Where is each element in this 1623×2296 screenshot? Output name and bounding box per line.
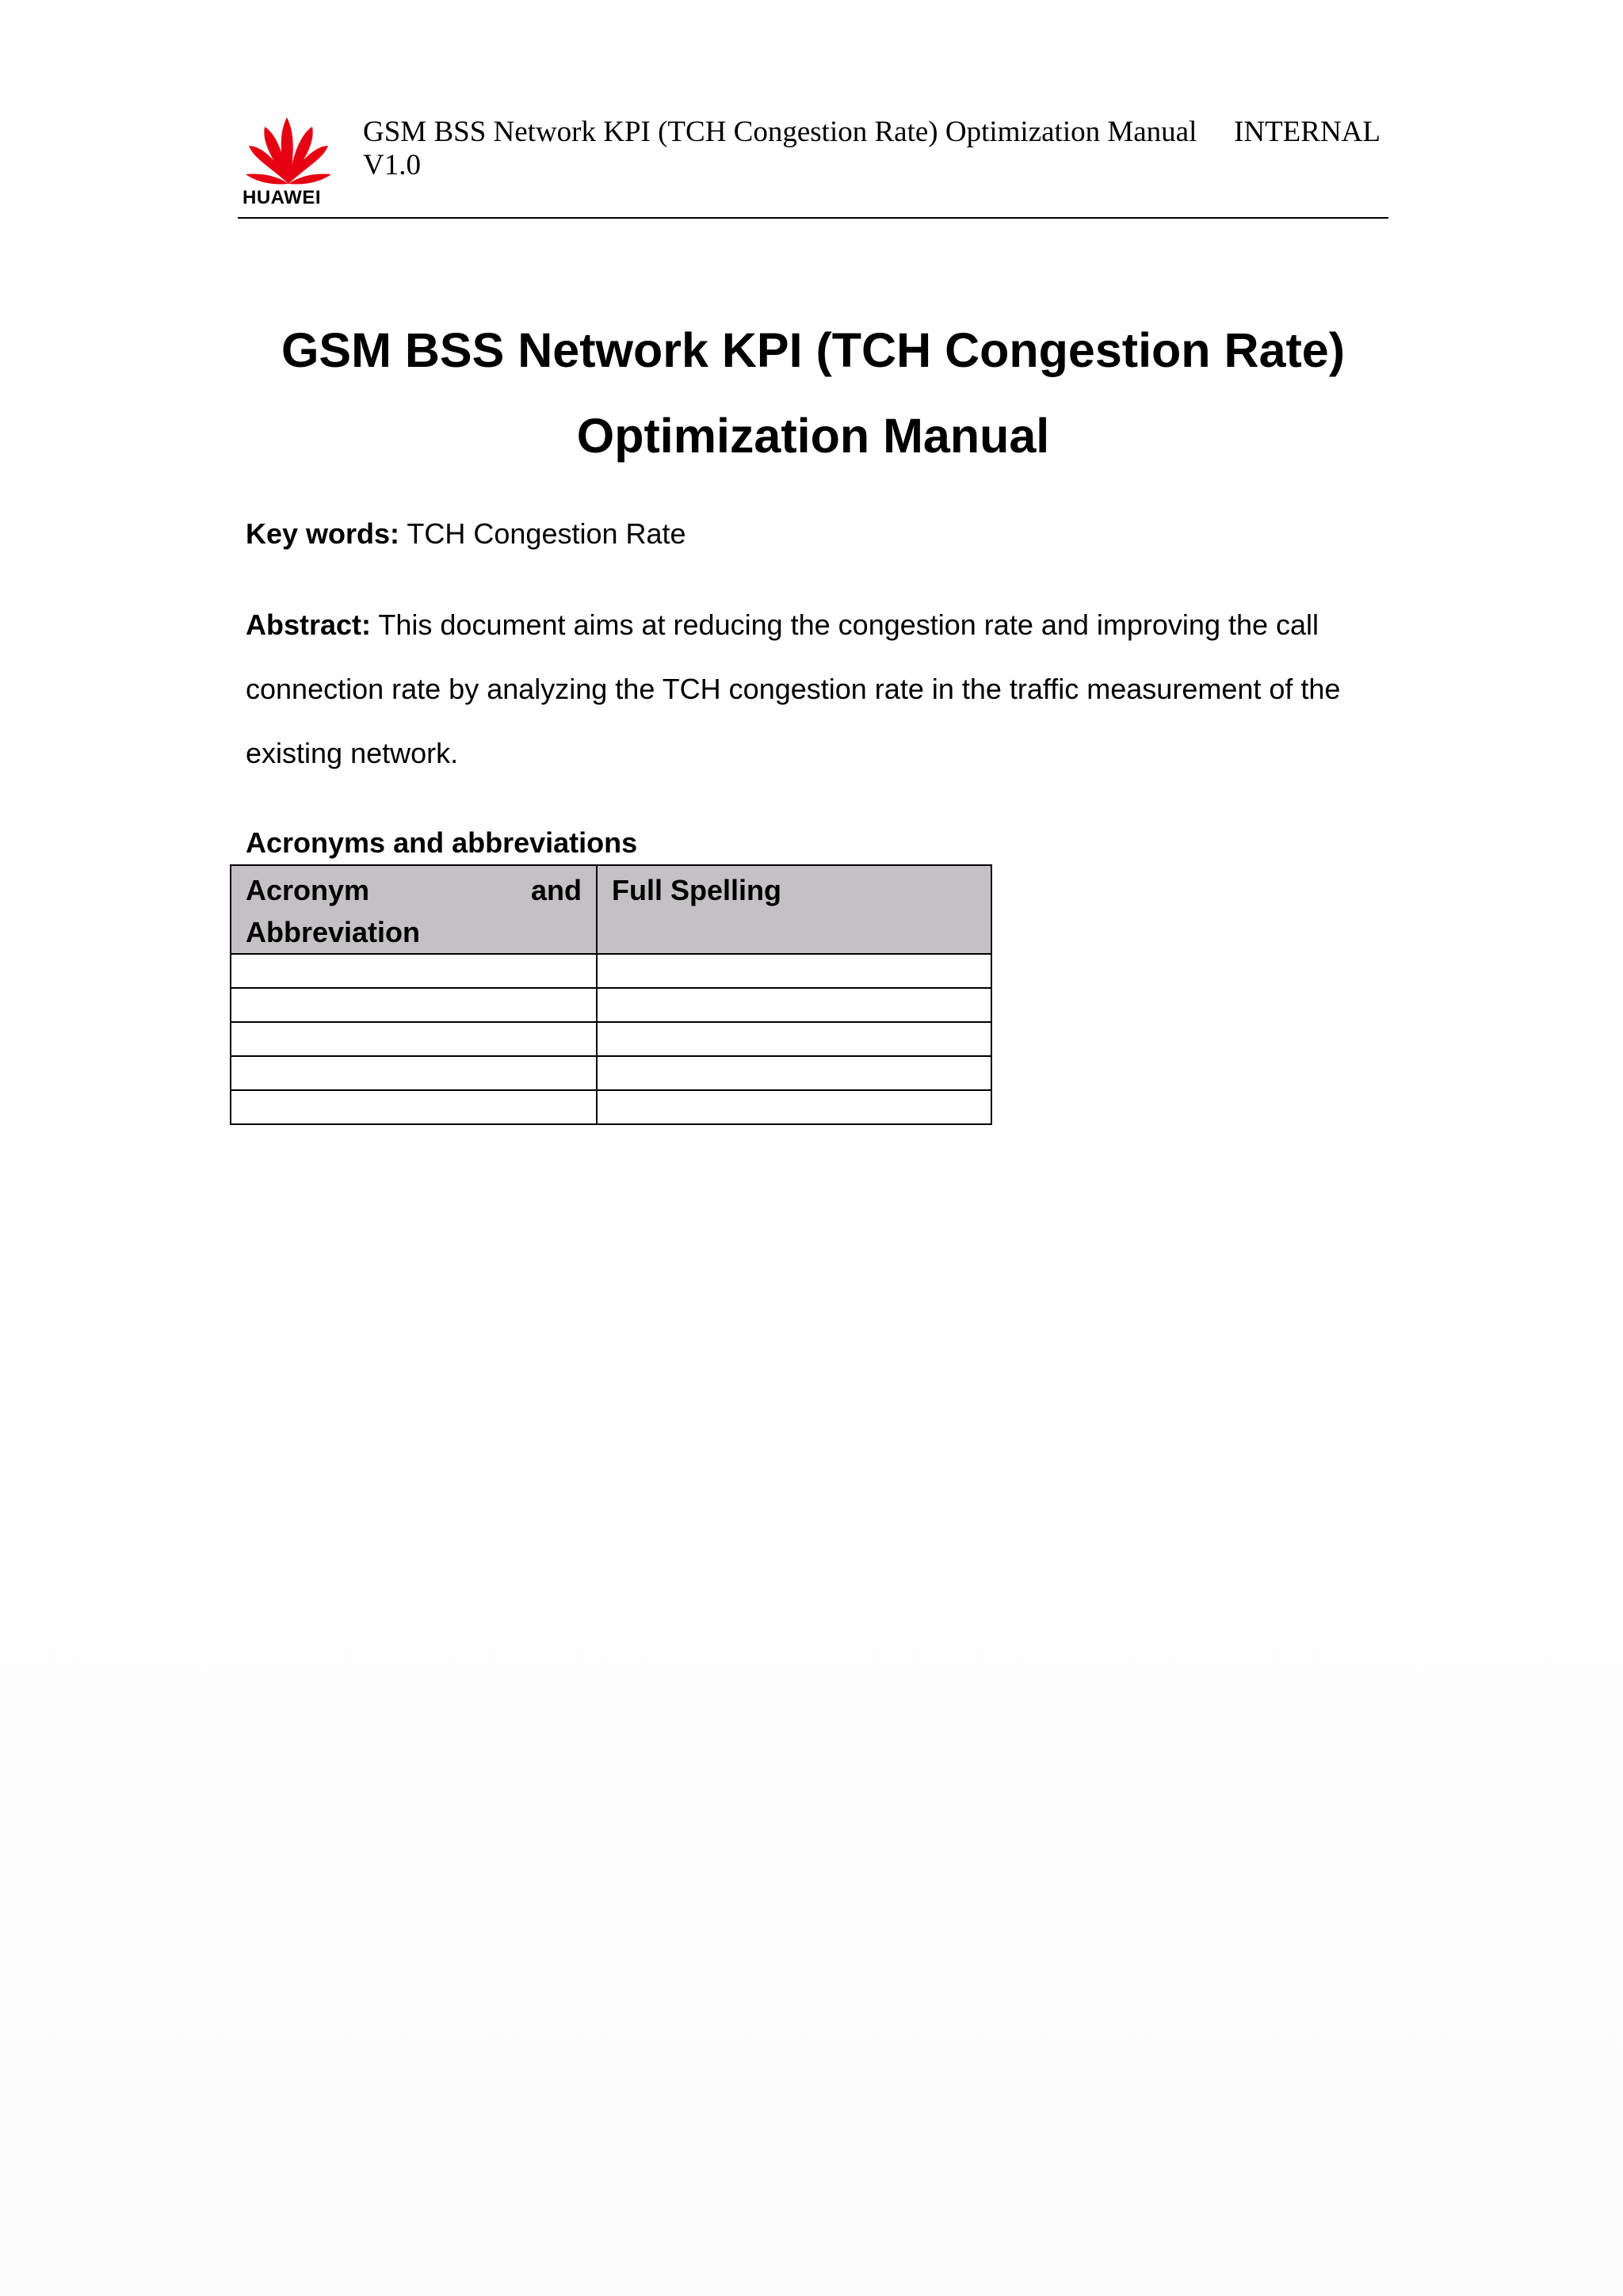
header-divider <box>238 217 1388 219</box>
table-header-row <box>231 865 991 954</box>
table-row <box>231 1090 991 1124</box>
table-cell-full <box>597 1056 991 1090</box>
acronyms-heading: Acronyms and abbreviations <box>246 826 638 859</box>
keywords-label: Key words: <box>246 517 400 550</box>
huawei-logo <box>238 111 341 214</box>
table-cell-full <box>597 988 991 1022</box>
abstract-paragraph <box>246 593 1379 785</box>
abstract-text: This document aims at reducing the congestion rate and improving the call connection rate by analyzing the TCH congestion rate in the traffic measurement of the existing network. <box>246 608 1341 769</box>
table-cell-acronym <box>231 1022 597 1056</box>
table-cell-full <box>597 1090 991 1124</box>
document-title <box>238 307 1388 479</box>
table-row <box>231 954 991 988</box>
acronyms-table <box>230 864 992 1125</box>
page-header <box>238 111 1388 219</box>
header-version: V1.0 <box>363 149 421 181</box>
huawei-petals-icon <box>238 111 341 190</box>
column-header-acronym-line2: Abbreviation <box>246 916 421 948</box>
table-row <box>231 988 991 1022</box>
document-title-line1: GSM BSS Network KPI (TCH Congestion Rate) <box>281 323 1346 377</box>
table-cell-acronym <box>231 1090 597 1124</box>
table-row <box>231 1022 991 1056</box>
table-cell-full <box>597 954 991 988</box>
classification-label: INTERNAL <box>1234 116 1381 148</box>
logo-wordmark: HUAWEI <box>242 187 321 208</box>
abstract-label: Abstract: <box>246 608 372 641</box>
column-header-acronym <box>231 865 597 954</box>
table-row <box>231 1056 991 1090</box>
document-title-line2: Optimization Manual <box>576 409 1050 463</box>
keywords-paragraph <box>246 512 1379 556</box>
column-header-full-spelling: Full Spelling <box>597 865 991 954</box>
table-cell-acronym <box>231 954 597 988</box>
table-cell-full <box>597 1022 991 1056</box>
column-header-acronym-line1: Acronym and <box>246 874 582 906</box>
header-title: GSM BSS Network KPI (TCH Congestion Rate) Optimization Manual <box>363 116 1197 148</box>
keywords-value: TCH Congestion Rate <box>407 517 686 550</box>
table-cell-acronym <box>231 988 597 1022</box>
table-cell-acronym <box>231 1056 597 1090</box>
